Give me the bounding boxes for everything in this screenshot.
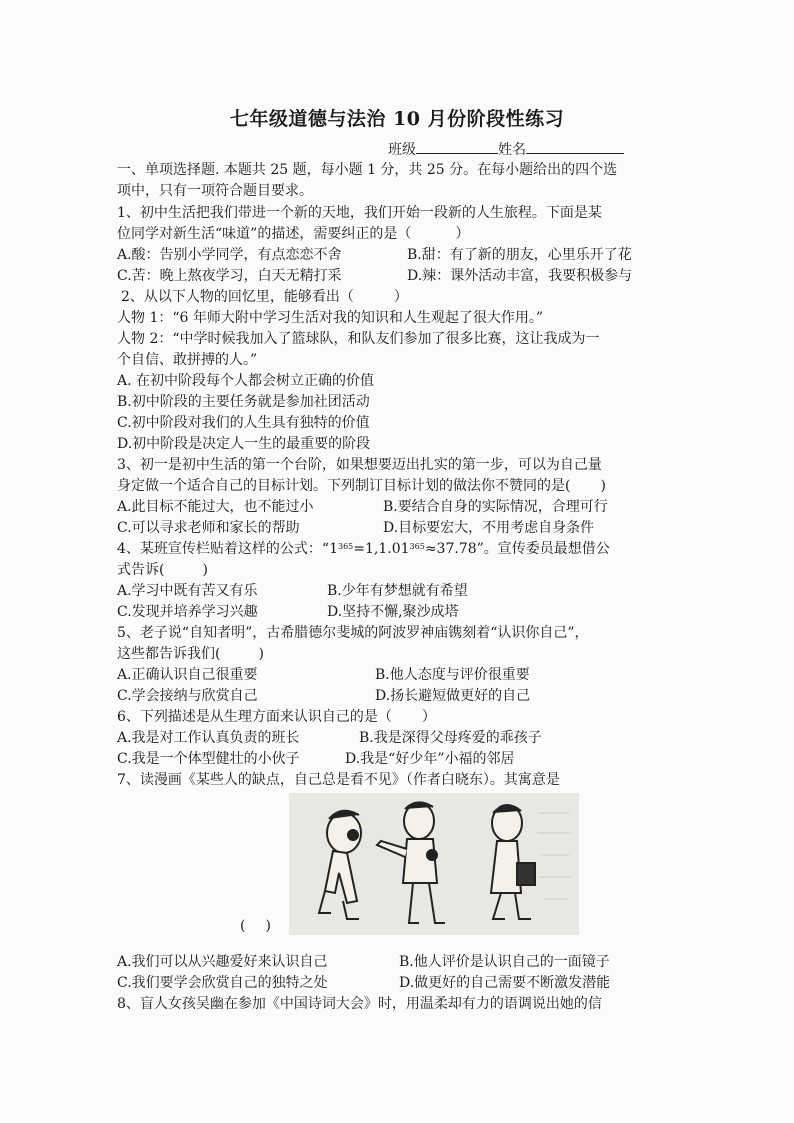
q2-stem [121, 287, 408, 307]
q1-stem-line1: 1、初中生活把我们带进一个新的天地，我们开始一段新的人生旅程。下面是某 [117, 205, 602, 221]
q1-stem-text: 位同学对新生活“味道”的描述，需要纠正的是（ [117, 226, 412, 242]
q3-option-d: D.目标要宏大，不用考虑自身条件 [383, 520, 595, 536]
q4-stem-line2 [117, 560, 208, 580]
q3-option-a: A.此目标不能过大，也不能过小 [117, 499, 314, 515]
q7-option-d: D.做更好的自己需要不断激发潜能 [399, 975, 611, 991]
q5-stem-line2 [117, 644, 264, 664]
q2-stem-text: 2、从以下人物的回忆里，能够看出（ [121, 289, 354, 305]
q2-person1: 人物 1：“6 年师大附中学习生活对我的知识和人生观起了很大作用。” [117, 310, 544, 326]
q1-option-b: B.甜：有了新的朋友，心里乐开了花 [407, 247, 632, 263]
q4-option-a: A.学习中既有苦又有乐 [117, 583, 258, 599]
q6-option-d: D.我是“好少年”小福的邻居 [345, 751, 515, 767]
q3-option-b: B.要结合自身的实际情况，合理可行 [383, 499, 608, 515]
q7-option-b: B.他人评价是认识自己的一面镜子 [399, 954, 610, 970]
q6-option-b: B.我是深得父母疼爱的乖孩子 [359, 730, 542, 746]
q6-stem [117, 707, 436, 727]
q1-option-c: C.苦：晚上熬夜学习，白天无精打采 [117, 268, 342, 284]
q2-option-b: B.初中阶段的主要任务就是参加社团活动 [117, 394, 370, 410]
q3-option-c: C.可以寻求老师和家长的帮助 [117, 520, 300, 536]
page-title: 七年级道德与法治 10 月份阶段性练习 [229, 108, 565, 130]
q1-option-a: A.酸：告别小学同学，有点恋恋不舍 [117, 247, 342, 263]
q5-stem-line1: 5、老子说“自知者明”，古希腊德尔斐城的阿波罗神庙镌刻着“认识你自己”， [117, 625, 589, 641]
q7-stem: 7、读漫画《某些人的缺点，自己总是看不见》（作者白晓东）。其寓意是 [117, 772, 560, 788]
q2-person2-line1: 人物 2：“中学时候我加入了篮球队，和队友们参加了很多比赛，这让我成为一 [117, 331, 600, 347]
q7-answer-paren[interactable] [240, 918, 271, 934]
q5-paren-close: ) [258, 646, 264, 662]
q2-option-c: C.初中阶段对我们的人生具有独特的价值 [117, 415, 370, 431]
q5-option-c: C.学会接纳与欣赏自己 [117, 688, 258, 704]
q4-stem-pre: 4、某班宣传栏贴着这样的公式：“1 [117, 541, 338, 557]
section-instructions-line1: 一、单项选择题. 本题共 25 题，每小题 1 分，共 25 分。在每小题给出的四个选 [117, 162, 618, 178]
q4-stem-text: 式告诉( [117, 562, 165, 578]
q4-option-d: D.坚持不懈,聚沙成塔 [327, 604, 459, 620]
class-name-line [388, 139, 624, 159]
q3-stem-line2 [117, 476, 606, 496]
q4-option-b: B.少年有梦想就有希望 [327, 583, 468, 599]
q7-option-a: A.我们可以从兴趣爱好来认识自己 [117, 954, 328, 970]
q4-option-c: C.发现并培养学习兴趣 [117, 604, 258, 620]
name-label: 姓名 [498, 142, 526, 158]
q4-exponent-1: 365 [337, 542, 354, 551]
q4-stem-mid: =1,1.01 [353, 541, 410, 557]
q3-paren-close: ) [600, 478, 606, 494]
q6-option-c: C.我是一个体型健壮的小伙子 [117, 751, 300, 767]
q4-stem-post: ≈37.78”。宣传委员最想借公 [424, 541, 610, 557]
section-instructions-line2: 项中，只有一项符合题目要求。 [117, 183, 313, 199]
q5-stem-text: 这些都告诉我们( [117, 646, 221, 662]
q6-paren-close: ） [421, 709, 436, 725]
q2-option-a: A. 在初中阶段每个人都会树立正确的价值 [117, 373, 375, 389]
q5-option-a: A.正确认识自己很重要 [117, 667, 258, 683]
q3-stem-text: 身定做一个适合自己的目标计划。下列制订目标计划的做法你不赞同的是( [117, 478, 571, 494]
class-blank[interactable] [416, 139, 498, 154]
cartoon-image [289, 793, 579, 935]
q5-option-d: D.扬长避短做更好的自己 [375, 688, 531, 704]
q8-stem: 8、盲人女孩吴幽在参加《中国诗词大会》时，用温柔却有力的语调说出她的信 [117, 996, 602, 1012]
q1-option-d: D.辣：课外活动丰富，我要积极参与 [407, 268, 633, 284]
q4-paren-close: ) [202, 562, 208, 578]
q1-paren-close: ） [455, 226, 470, 242]
q6-option-a: A.我是对工作认真负责的班长 [117, 730, 300, 746]
q2-person2-line2: 个自信、敢拼搏的人。” [117, 352, 258, 368]
q5-option-b: B.他人态度与评价很重要 [375, 667, 530, 683]
q6-stem-text: 6、下列描述是从生理方面来认识自己的是（ [117, 709, 392, 725]
q7-paren-close: ) [265, 918, 271, 934]
q4-stem-line1 [117, 539, 610, 559]
q2-paren-close: ） [393, 289, 408, 305]
class-label: 班级 [388, 142, 416, 158]
q7-option-c: C.我们要学会欣赏自己的独特之处 [117, 975, 328, 991]
q7-paren-open: ( [240, 918, 246, 934]
q4-exponent-2: 365 [409, 542, 425, 551]
q3-stem-line1: 3、初一是初中生活的第一个台阶，如果想要迈出扎实的第一步，可以为自己量 [117, 457, 602, 473]
q2-option-d: D.初中阶段是决定人一生的最重要的阶段 [117, 436, 371, 452]
name-blank[interactable] [526, 139, 624, 154]
cartoon-drawing [289, 793, 579, 935]
q1-stem-line2 [117, 224, 469, 244]
